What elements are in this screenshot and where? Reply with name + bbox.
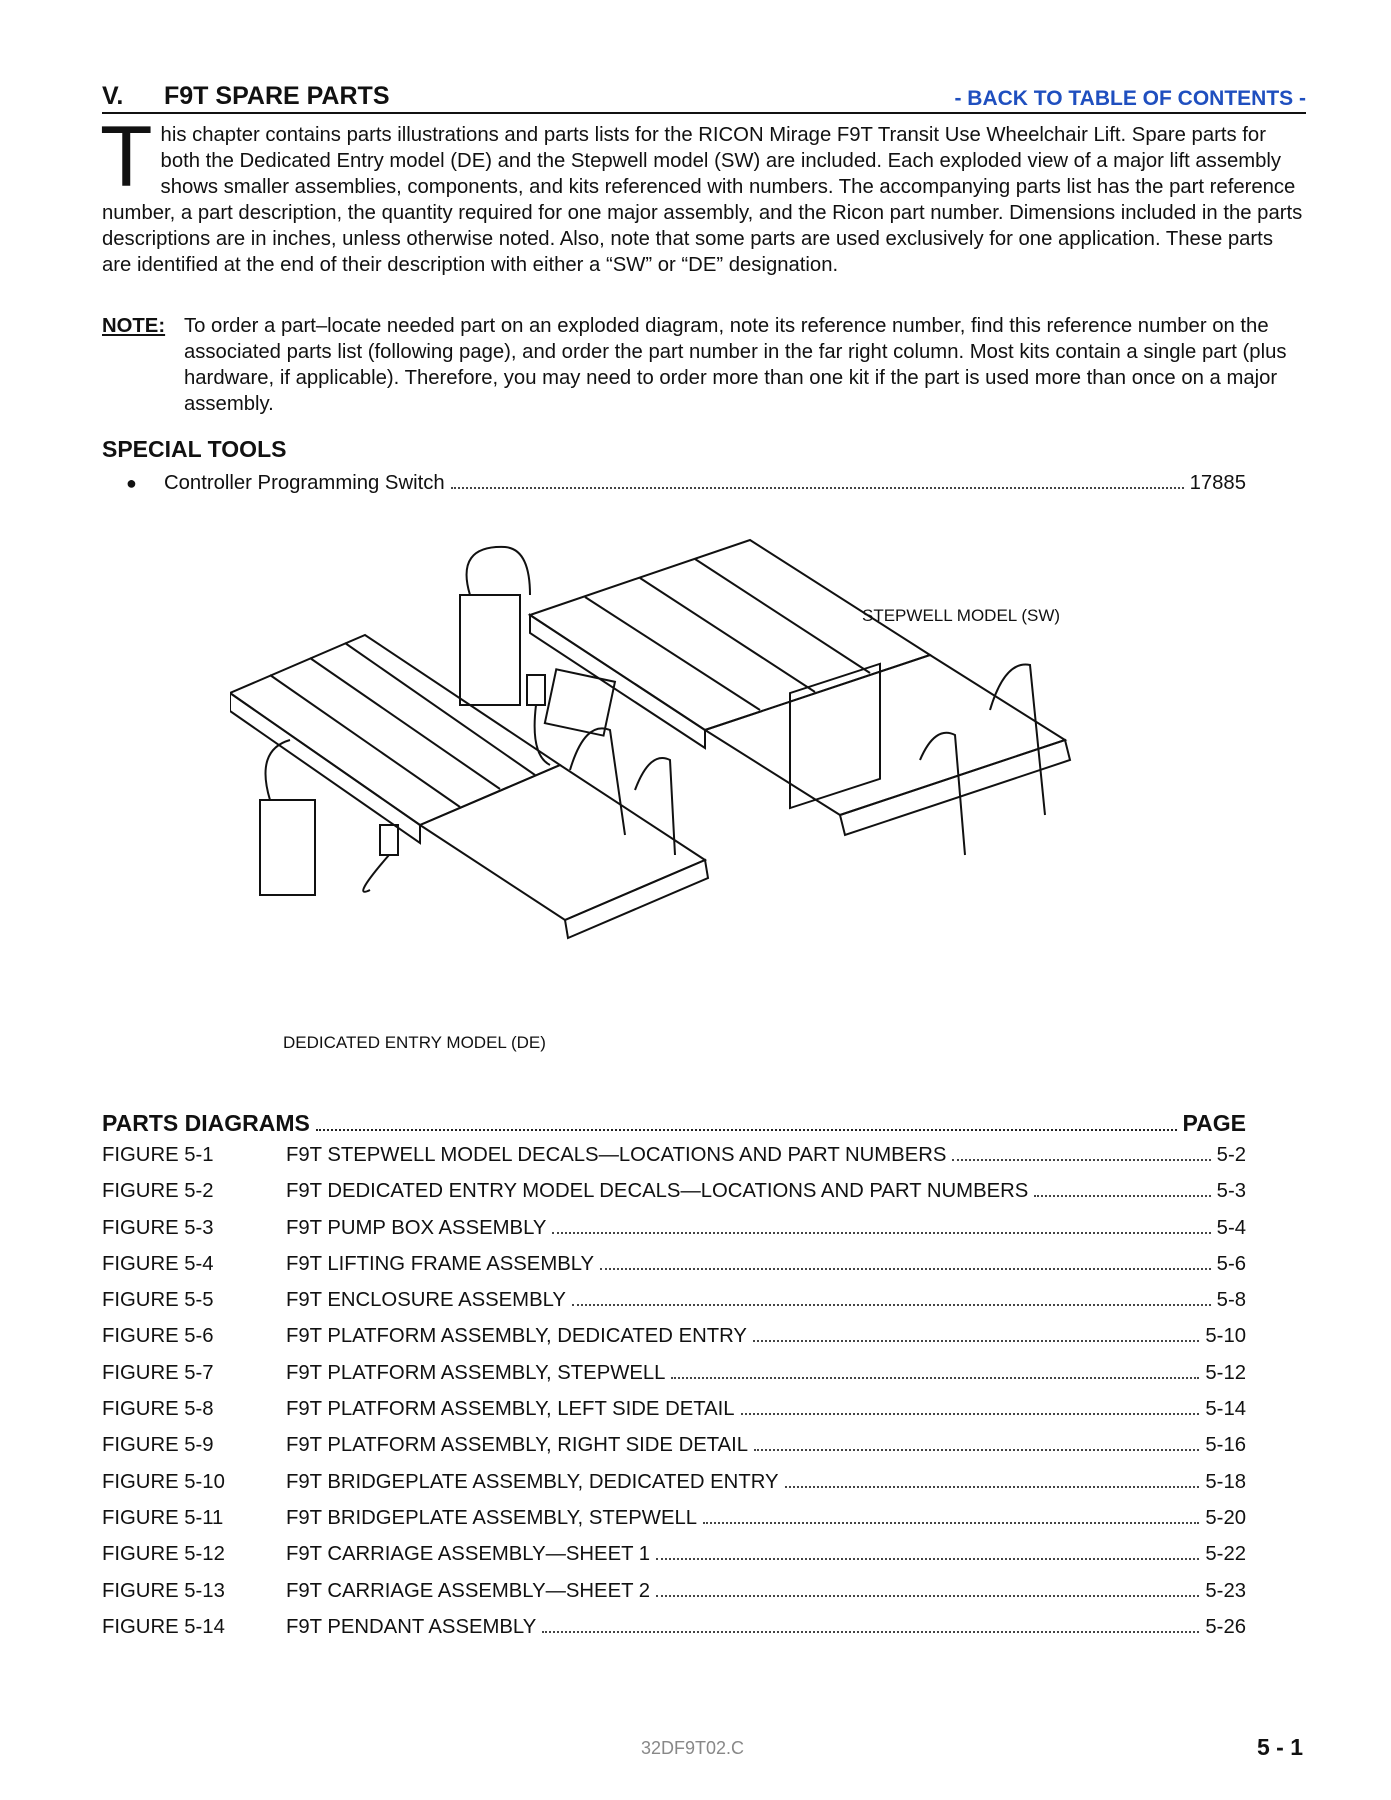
note-text: To order a part–locate needed part on an exploded diagram, note its reference number, find this reference number on the associated parts list (following page), and order the part number in the far right column. Most kits contain a single part (plus hardware, if applicable). Therefore, you may need to order more than one kit if the part is used more than once on a major assembly. bbox=[184, 315, 1287, 415]
figure-rows bbox=[102, 1144, 1246, 1652]
stepwell-lift-drawing bbox=[460, 540, 1070, 855]
parts-diagrams-header bbox=[102, 1110, 1246, 1144]
document-code: 32DF9T02.C bbox=[641, 1738, 745, 1758]
parts-diagrams-list bbox=[102, 1110, 1246, 1652]
bullet-icon: ● bbox=[126, 473, 137, 493]
figure-row[interactable] bbox=[102, 1398, 1246, 1434]
figure-title: F9T PENDANT ASSEMBLY bbox=[286, 1615, 537, 1638]
figure-page: 5-26 bbox=[1205, 1615, 1246, 1638]
dot-leader bbox=[316, 1129, 1177, 1131]
stepwell-model-label: STEPWELL MODEL (SW) bbox=[862, 606, 1061, 625]
figure-row[interactable] bbox=[102, 1180, 1246, 1216]
figure-number: FIGURE 5-5 bbox=[102, 1289, 214, 1312]
figure-page: 5-20 bbox=[1205, 1506, 1246, 1529]
figure-number: FIGURE 5-6 bbox=[102, 1325, 214, 1348]
figure-page: 5-3 bbox=[1216, 1180, 1246, 1203]
special-tools-title: SPECIAL TOOLS bbox=[102, 436, 287, 462]
dot-leader bbox=[671, 1377, 1199, 1379]
figure-title: F9T PUMP BOX ASSEMBLY bbox=[286, 1216, 547, 1239]
dot-leader bbox=[1034, 1195, 1210, 1197]
dot-leader bbox=[754, 1449, 1199, 1451]
figure-row[interactable] bbox=[102, 1253, 1246, 1289]
dot-leader bbox=[753, 1340, 1199, 1342]
section-number: V. bbox=[102, 82, 124, 110]
figure-number: FIGURE 5-9 bbox=[102, 1434, 214, 1457]
figure-title: F9T BRIDGEPLATE ASSEMBLY, DEDICATED ENTRY bbox=[286, 1470, 779, 1493]
tool-part-number: 17885 bbox=[1189, 472, 1246, 494]
figure-page: 5-10 bbox=[1205, 1325, 1246, 1348]
intro-text: his chapter contains parts illustrations and parts lists for the RICON Mirage F9T Transit Use Wheelchair Lift. Spare parts for both the Dedicated Entry model (DE) and the Stepwell model (SW) are included. Each exploded view of a major lift assembly shows smaller assemblies, components, and kits referenced with numbers. The accompanying parts list has the part reference number, a part description, the quantity required for one major assembly, and the Ricon part number. Dimensions included in the parts descriptions are in inches, unless otherwise noted. Also, note that some parts are used exclusively for one application. These parts are identified at the end of their description with either a “SW” or “DE” designation. bbox=[102, 124, 1303, 276]
figure-row[interactable] bbox=[102, 1434, 1246, 1470]
figure-number: FIGURE 5-4 bbox=[102, 1252, 214, 1275]
figure-title: F9T CARRIAGE ASSEMBLY—SHEET 1 bbox=[286, 1543, 651, 1566]
dot-leader bbox=[703, 1522, 1199, 1524]
dot-leader bbox=[572, 1304, 1211, 1306]
special-tool-item bbox=[126, 472, 1246, 500]
figure-title: F9T BRIDGEPLATE ASSEMBLY, STEPWELL bbox=[286, 1506, 698, 1529]
figure-title: F9T ENCLOSURE ASSEMBLY bbox=[286, 1289, 566, 1312]
figure-row[interactable] bbox=[102, 1543, 1246, 1579]
figure-row[interactable] bbox=[102, 1616, 1246, 1652]
dot-leader bbox=[656, 1558, 1199, 1560]
figure-number: FIGURE 5-3 bbox=[102, 1216, 214, 1239]
figure-title: F9T PLATFORM ASSEMBLY, STEPWELL bbox=[286, 1361, 666, 1384]
figure-row[interactable] bbox=[102, 1471, 1246, 1507]
dot-leader bbox=[741, 1413, 1200, 1415]
back-to-toc-link[interactable]: - BACK TO TABLE OF CONTENTS - bbox=[954, 87, 1306, 110]
figure-page: 5-6 bbox=[1216, 1252, 1246, 1275]
figure-title: F9T PLATFORM ASSEMBLY, LEFT SIDE DETAIL bbox=[286, 1398, 735, 1421]
dot-leader bbox=[451, 487, 1184, 489]
parts-diagrams-title: PARTS DIAGRAMS bbox=[102, 1110, 310, 1136]
figure-row[interactable] bbox=[102, 1144, 1246, 1180]
figure-page: 5-16 bbox=[1205, 1434, 1246, 1457]
section-header bbox=[102, 80, 1306, 114]
figure-row[interactable] bbox=[102, 1362, 1246, 1398]
figure-number: FIGURE 5-7 bbox=[102, 1361, 214, 1384]
figure-row[interactable] bbox=[102, 1507, 1246, 1543]
lift-models-illustration bbox=[230, 535, 1130, 1055]
figure-number: FIGURE 5-13 bbox=[102, 1579, 225, 1602]
figure-title: F9T DEDICATED ENTRY MODEL DECALS—LOCATIONS AND PART NUMBERS bbox=[286, 1180, 1029, 1203]
figure-number: FIGURE 5-14 bbox=[102, 1615, 225, 1638]
note-label: NOTE: bbox=[102, 315, 166, 337]
dot-leader bbox=[542, 1631, 1199, 1633]
figure-page: 5-18 bbox=[1205, 1470, 1246, 1493]
figure-number: FIGURE 5-8 bbox=[102, 1398, 214, 1421]
figure-title: F9T STEPWELL MODEL DECALS—LOCATIONS AND PART NUMBERS bbox=[286, 1144, 947, 1166]
figure-row[interactable] bbox=[102, 1289, 1246, 1325]
dot-leader bbox=[552, 1232, 1210, 1234]
figure-page: 5-8 bbox=[1216, 1289, 1246, 1312]
figure-row[interactable] bbox=[102, 1217, 1246, 1253]
figure-title: F9T PLATFORM ASSEMBLY, DEDICATED ENTRY bbox=[286, 1325, 747, 1348]
figure-title: F9T PLATFORM ASSEMBLY, RIGHT SIDE DETAIL bbox=[286, 1434, 749, 1457]
note-block bbox=[102, 313, 1306, 417]
figure-title: F9T LIFTING FRAME ASSEMBLY bbox=[286, 1252, 595, 1275]
intro-paragraph bbox=[100, 109, 1306, 278]
figure-row[interactable] bbox=[102, 1580, 1246, 1616]
figure-page: 5-22 bbox=[1205, 1543, 1246, 1566]
figure-page: 5-23 bbox=[1205, 1579, 1246, 1602]
dot-leader bbox=[952, 1159, 1210, 1161]
figure-page: 5-12 bbox=[1205, 1361, 1246, 1384]
figure-page: 5-4 bbox=[1216, 1216, 1246, 1239]
tool-name: Controller Programming Switch bbox=[164, 472, 445, 494]
dedicated-entry-model-label: DEDICATED ENTRY MODEL (DE) bbox=[283, 1033, 546, 1052]
figure-page: 5-14 bbox=[1205, 1398, 1246, 1421]
drop-cap: T bbox=[100, 109, 153, 205]
dot-leader bbox=[600, 1268, 1211, 1270]
page-number: 5 - 1 bbox=[1256, 1734, 1303, 1760]
dot-leader bbox=[785, 1486, 1200, 1488]
figure-number: FIGURE 5-11 bbox=[102, 1506, 224, 1529]
figure-row[interactable] bbox=[102, 1325, 1246, 1361]
dot-leader bbox=[656, 1595, 1199, 1597]
figure-title: F9T CARRIAGE ASSEMBLY—SHEET 2 bbox=[286, 1579, 651, 1602]
page-column-header: PAGE bbox=[1182, 1110, 1246, 1136]
figure-number: FIGURE 5-2 bbox=[102, 1180, 214, 1203]
section-title: F9T SPARE PARTS bbox=[164, 82, 390, 110]
figure-number: FIGURE 5-12 bbox=[102, 1543, 225, 1566]
dedicated-entry-lift-drawing bbox=[230, 635, 708, 938]
figure-number: FIGURE 5-1 bbox=[102, 1144, 214, 1166]
figure-number: FIGURE 5-10 bbox=[102, 1470, 225, 1493]
figure-page: 5-2 bbox=[1216, 1144, 1246, 1166]
